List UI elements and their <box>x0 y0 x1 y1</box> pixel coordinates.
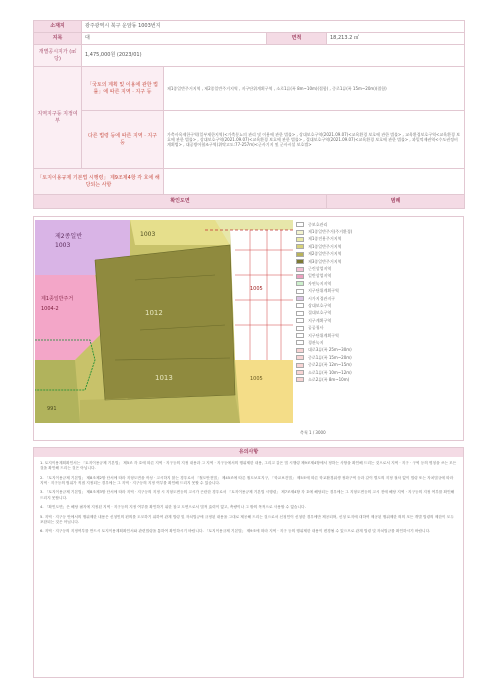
legend-item <box>296 280 461 287</box>
zoning-section-label: 지역지구등 지정여부 <box>34 67 82 169</box>
notes-title: 유의사항 <box>34 448 463 457</box>
legend-item <box>296 347 461 354</box>
legend-label: 중로2류(폭 12m~15m) <box>308 362 352 368</box>
legend-item <box>296 376 461 383</box>
law1-label: 「국토의 계획 및 이용에 관한 법률」에 따른 지역 · 지구 등 <box>82 67 164 111</box>
legend-item <box>296 317 461 324</box>
location-value: 광주광역시 북구 운암동 1003번지 <box>82 21 465 33</box>
legend-title: 범례 <box>327 195 465 209</box>
legend-swatch <box>296 355 304 360</box>
legend-item <box>296 354 461 361</box>
legend-label: 제1종일반주거(주거환경) <box>308 229 353 235</box>
legend-item <box>296 258 461 265</box>
decree-value <box>164 169 465 195</box>
price-label: 개별공시지가 (㎡당) <box>34 45 82 67</box>
legend-label: 상대보호구역 <box>308 302 332 308</box>
certificate-sheet <box>33 20 464 209</box>
legend-swatch <box>296 303 304 308</box>
legend-label: 경관녹지 <box>308 339 324 345</box>
svg-text:1003: 1003 <box>140 231 156 238</box>
legend-label: 자연녹지지역 <box>308 280 332 286</box>
legend-list <box>296 221 461 384</box>
legend-label: 지구계획구역 <box>308 317 332 323</box>
legend-swatch <box>296 363 304 368</box>
legend-label: 대로3류(폭 25m~30m) <box>308 347 352 353</box>
legend-item <box>296 273 461 280</box>
svg-text:1003: 1003 <box>55 242 71 249</box>
legend-label: 제1종전용주거지역 <box>308 236 342 242</box>
svg-text:1005: 1005 <box>250 286 263 292</box>
legend-item <box>296 332 461 339</box>
notes-body <box>34 457 463 543</box>
legend-label: 지구단위계획구역 <box>308 332 339 338</box>
legend-swatch <box>296 340 304 345</box>
legend-item <box>296 361 461 368</box>
legend-swatch <box>296 281 304 286</box>
legend-swatch <box>296 237 304 242</box>
location-label: 소재지 <box>34 21 82 33</box>
jimok-label: 지목 <box>34 33 82 45</box>
map-title: 확인도면 <box>34 195 327 209</box>
svg-text:1005: 1005 <box>250 376 263 382</box>
legend-label: 근린상업지역 <box>308 266 332 272</box>
note-paragraph: 4. 「확인도면」은 해당 필지에 지정된 지역 · 지구등의 지정 여부를 확인하기 위한 참고 도면으로서 법적 효력이 없고, 측량이나 그 밖의 목적으로 사용할 수 없습니다. <box>40 505 306 510</box>
legend-label: 지구단위계획구역 <box>308 288 339 294</box>
legend-swatch <box>296 318 304 323</box>
legend-swatch <box>296 274 304 279</box>
legend-swatch <box>296 333 304 338</box>
note-paragraph: 1. 토지이용계획확인서는 「토지이용규제 기본법」 제5조 각 호에 따른 지역 · 지구등의 지정 내용과 그 지역 · 지구등에서의 행위제한 내용, 그리고 같은 법 시행령 제9조제4항에서 정하는 사항을 확인해 드리는 것으로서 지역 · 지구 · 구역 등의 명칭을 쓰는 모든 것을 확인해 드리는 것은 아닙니다. <box>40 461 457 471</box>
jimok-value: 대 <box>82 33 267 45</box>
note-paragraph: 2. 「토지이용규제 기본법」 제8조제2항 단서에 따라 지형도면을 작성 · 고시하지 않는 경우로서 「철도안전법」 제45조에 따른 철도보호지구, 「학교보건법」 제5조에 따른 학교환경위생 정화구역 등과 같이 별도의 지정 절차 없이 법령 또는 자치법규에 따라 지역 · 지구등의 범위가 직접 지정되는 경우에는 그 지역 · 지구등의 지정 여부를 확인해 드리지 못할 수 있습니다. <box>40 475 454 486</box>
notes-section <box>33 447 464 678</box>
legend-item <box>296 295 461 302</box>
legend-swatch <box>296 289 304 294</box>
legend-item <box>296 369 461 376</box>
note-paragraph: 5. 지역 · 지구등 안에서의 행위제한 내용은 신청인의 편의를 도모하기 위하여 관계 법령 및 자치법규에 규정된 내용을 그대로 제공해 드리는 것으로서 신청인이 신청한 경우에만 제공되며, 신청 토지에 대하여 제공된 행위제한 외의 모든 개별 법령의 제한이 모두 포함되는 것은 아닙니다. <box>40 514 454 524</box>
note-paragraph: 6. 지역 · 지구등의 지정여부를 반드시 토지이용계획확인서와 관련법령을 통하여 확인하시기 바랍니다. 「토지이용규제 기본법」 제9조에 따라 지역 · 지구 등의 행위제한 내용이 변경될 수 있으므로 관계 법령 및 자치법규를 확인하시기 바랍니다. <box>40 529 431 534</box>
svg-text:제1종일반주거: 제1종일반주거 <box>41 296 74 302</box>
legend-label: 중보호관리 <box>308 221 328 227</box>
legend-swatch <box>296 370 304 375</box>
zone-residential-sw <box>35 360 80 423</box>
legend-label: 제3종일반주거지역 <box>308 258 342 264</box>
legend-item <box>296 324 461 331</box>
price-value: 1,475,000원 (2023/01) <box>82 45 465 67</box>
legend-label: 일반상업지역 <box>308 273 332 279</box>
svg-text:991: 991 <box>47 406 57 412</box>
legend-label: 공공청사 <box>308 325 324 331</box>
legend-swatch <box>296 259 304 264</box>
legend-item <box>296 251 461 258</box>
decree-label: 「토지이용규제 기본법 시행령」 제9조제4항 각 호에 해당되는 사항 <box>34 169 164 195</box>
legend-swatch <box>296 230 304 235</box>
legend-swatch <box>296 267 304 272</box>
area-value: 18,213.2 ㎡ <box>327 33 465 45</box>
legend-item <box>296 288 461 295</box>
svg-text:1013: 1013 <box>155 374 173 382</box>
map-scale: 축척 1 / 3000 <box>300 430 326 435</box>
legend-item <box>296 221 461 228</box>
legend-label: 절대보호구역 <box>308 310 332 316</box>
legend-swatch <box>296 377 304 382</box>
svg-text:제2종일반: 제2종일반 <box>55 233 83 240</box>
map-section <box>33 216 464 441</box>
legend-label: 소로2류(폭 8m~10m) <box>308 376 350 382</box>
law2-label: 다른 법령 등에 따른 지역 · 지구 등 <box>82 111 164 169</box>
legend-swatch <box>296 348 304 353</box>
legend-item <box>296 236 461 243</box>
info-table <box>33 20 465 209</box>
legend-label: 시가지경관지구 <box>308 295 336 301</box>
legend-item <box>296 339 461 346</box>
legend-label: 제2종일반주거지역 <box>308 251 342 257</box>
legend-swatch <box>296 326 304 331</box>
svg-text:1012: 1012 <box>145 309 163 317</box>
svg-text:1004-2: 1004-2 <box>41 306 59 312</box>
legend-label: 중로1류(폭 15m~20m) <box>308 354 352 360</box>
cadastral-map[interactable] <box>35 220 293 423</box>
note-paragraph: 3. 「토지이용규제 기본법」 제8조제3항 단서에 따라 지역 · 지구등의 지정 시 지형도면등의 고시가 곤란한 경우로서 「토지이용규제 기본법 시행령」 제7조제4항 각 호에 해당되는 경우에는 그 지형도면등의 고시 전에 해당 지역 · 지구등의 지정 여부를 확인해 드리지 못합니다. <box>40 490 455 500</box>
area-label: 면적 <box>267 33 327 45</box>
legend-label: 소로1류(폭 10m~12m) <box>308 369 352 375</box>
law2-value: 가축사육제한구역(일부제한지역)<가축분뇨의 관리 및 이용에 관한 법률> , 상대보호구역(2021.09.07)<교육환경 보호에 관한 법률> , 교육환경보호구역<교육환경 보호에 관한 법률> , 상대보호구역(2021.09.07)<교육환경 보호에 관한 법률> , 절대보호구역(2021.09.07)<교육환경 보호에 관한 법률> , 과밀억제권역<수도권정비계획법> , 대공방어협조구역(위탁고도:77-257m)<군사기지 및 군사시설 보호법> <box>164 111 465 169</box>
legend-swatch <box>296 311 304 316</box>
legend-item <box>296 265 461 272</box>
law1-value: 제1종일반주거지역 , 제2종일반주거지역 , 지구단위계획구역 , 소로1류(폭 8m~10m)(접함) , 중로1류(폭 15m~20m)(접함) <box>164 67 465 111</box>
legend-item <box>296 310 461 317</box>
legend-item <box>296 243 461 250</box>
zone-parcel-right <box>230 230 293 360</box>
legend-item <box>296 228 461 235</box>
legend-swatch <box>296 296 304 301</box>
legend-item <box>296 302 461 309</box>
zone-residential-se <box>235 360 293 423</box>
legend-label: 제1종일반주거지역 <box>308 243 342 249</box>
legend-swatch <box>296 244 304 249</box>
legend-swatch <box>296 252 304 257</box>
legend-swatch <box>296 222 304 227</box>
